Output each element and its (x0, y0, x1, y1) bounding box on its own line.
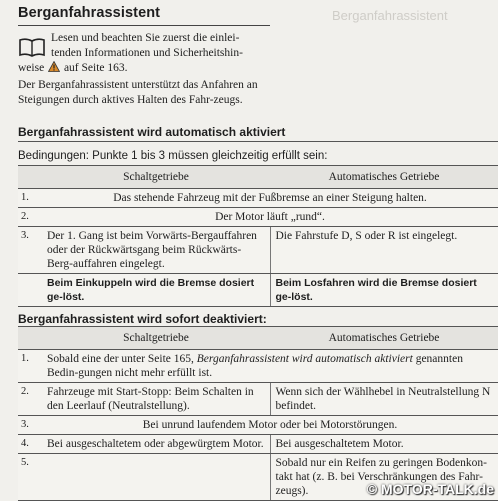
row-automatic-text: Die Fahrstufe D, S oder R ist eingelegt. (270, 227, 498, 274)
table-row (18, 383, 498, 416)
row-automatic-text: Bei ausgeschaltetem Motor. (270, 435, 498, 454)
row-text-emphasis: Berganfahrassistent wird automatisch aktiviert (196, 353, 413, 365)
row-text: Der Motor läuft „rund“. (42, 208, 498, 227)
row-text-pre: Sobald eine der unter Seite 165, (47, 353, 197, 365)
table-row (18, 416, 498, 435)
table-row (18, 350, 498, 383)
row-number: 3. (18, 416, 42, 435)
watermark-logo: © MOTOR-TALK.de (366, 481, 494, 497)
row-manual-text: Bei ausgeschaltetem oder abgewürgtem Motor. (42, 435, 270, 454)
table-row (18, 274, 498, 307)
row-number: 3. (18, 227, 42, 274)
table-row (18, 189, 498, 208)
row-automatic-text: Wenn sich der Wählhebel in Neutralstellung N befindet. (270, 383, 498, 416)
row-manual-text: Beim Einkuppeln wird die Bremse dosiert ge-löst. (42, 274, 270, 307)
row-number (18, 274, 42, 307)
row-manual-text: Fahrzeuge mit Start-Stopp: Beim Schalten in den Leerlauf (Neutralstellung). (42, 383, 270, 416)
section-heading-deactivated: Berganfahrassistent wird sofort deaktiviert: (18, 312, 267, 326)
row-text (42, 350, 498, 383)
row-text: Bei unrund laufendem Motor oder bei Motorstörungen. (42, 416, 498, 435)
table-corner (18, 166, 42, 189)
row-manual-text (42, 454, 270, 501)
page-title: Berganfahrassistent (18, 5, 161, 21)
description-text: Der Berganfahrassistent unterstützt das Anfahren an Steigungen durch aktives Halten des Fahr-zeugs. (18, 79, 258, 106)
title-divider (18, 25, 270, 26)
column-header-automatic: Automatisches Getriebe (270, 327, 498, 350)
row-text-post: genannten Bedin-gungen nicht mehr erfüllt ist. (47, 353, 463, 379)
table-row (18, 208, 498, 227)
warning-icon (48, 61, 60, 72)
section-divider (18, 141, 498, 142)
conditions-text: Bedingungen: Punkte 1 bis 3 müssen gleichzeitig erfüllt sein: (18, 150, 328, 162)
table-corner (18, 327, 42, 350)
row-text: Das stehende Fahrzeug mit der Fußbremse an einer Steigung halten. (42, 189, 498, 208)
row-number: 2. (18, 208, 42, 227)
activation-table (18, 165, 498, 307)
intro-line-3-pre: weise (18, 62, 45, 74)
section-heading-activated: Berganfahrassistent wird automatisch aktiviert (18, 125, 286, 139)
deactivation-table (18, 326, 498, 501)
table-row (18, 435, 498, 454)
row-number: 1. (18, 350, 42, 383)
row-number: 2. (18, 383, 42, 416)
row-manual-text: Der 1. Gang ist beim Vorwärts-Bergauffahren oder der Rückwärtsgang beim Rückwärts-Berg-auffahren eingelegt. (42, 227, 270, 274)
column-header-automatic: Automatisches Getriebe (270, 166, 498, 189)
intro-text (18, 31, 272, 76)
ghost-heading: Berganfahrassistent (332, 8, 448, 23)
row-number: 4. (18, 435, 42, 454)
row-automatic-text: Sobald nur ein Reifen zu geringen Bodenkon-takt hat (z. B. bei Verschränkungen des Fahr-zeugs). (270, 454, 498, 501)
intro-line-3-post: auf Seite 163. (63, 62, 128, 74)
table-row (18, 227, 498, 274)
intro-line-2: tenden Informationen und Sicherheitshin- (51, 47, 243, 59)
column-header-manual: Schaltgetriebe (42, 327, 270, 350)
intro-line-1: Lesen und beachten Sie zuerst die einlei- (51, 32, 240, 44)
row-automatic-text: Beim Losfahren wird die Bremse dosiert ge-löst. (270, 274, 498, 307)
column-header-manual: Schaltgetriebe (42, 166, 270, 189)
row-number: 5. (18, 454, 42, 501)
row-number: 1. (18, 189, 42, 208)
